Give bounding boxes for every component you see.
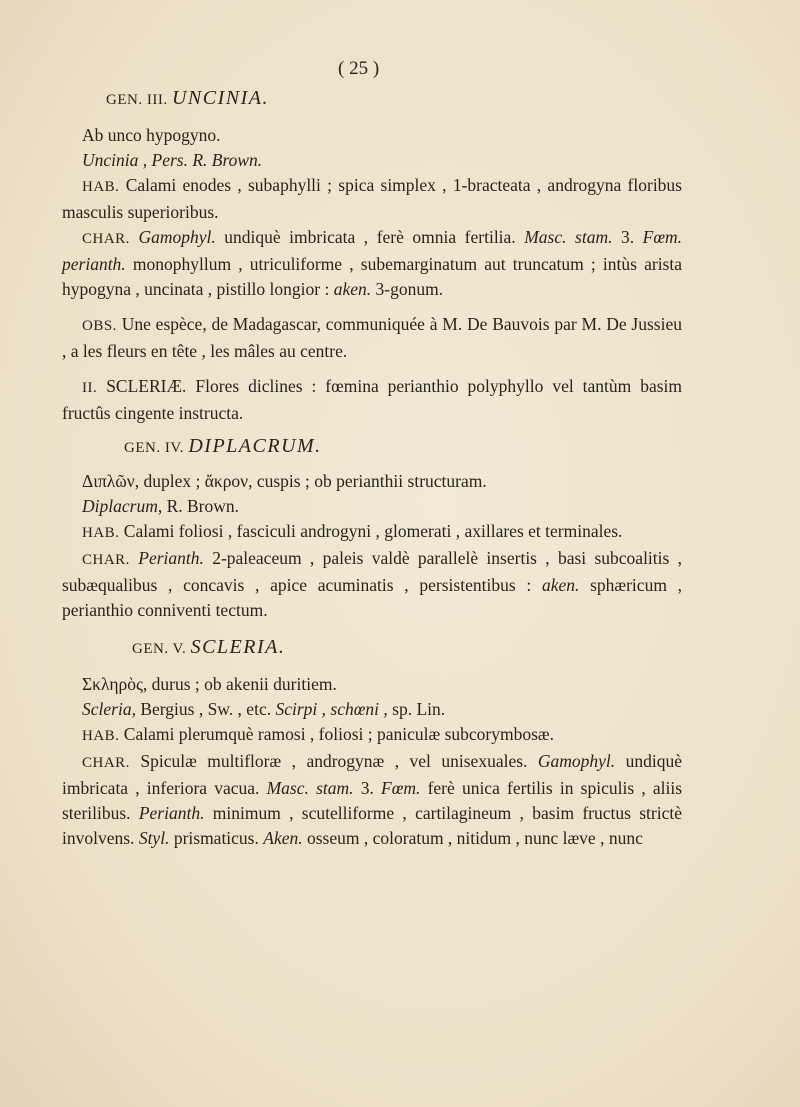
etym-greek: Διπλῶν, duplex ; ἄκρον, (82, 471, 253, 491)
synonym-diplacrum (62, 494, 682, 519)
char-term: Fœm. (381, 778, 421, 798)
etym-text: cuspis ; ob perianthii structuram. (256, 471, 487, 491)
hab-text: Calami foliosi , fasciculi androgyni , glomerati , axillares et terminales. (123, 521, 623, 541)
synonym-scleria (62, 697, 682, 722)
character-uncinia (62, 225, 682, 302)
genus-heading-scleria (132, 635, 682, 662)
char-term: Perianth. (138, 803, 205, 823)
hab-label: HAB. (82, 179, 120, 195)
char-label: CHAR. (82, 755, 130, 771)
etymology-uncinia: Ab unco hypogyno. (82, 125, 221, 145)
char-term: Masc. stam. (266, 778, 354, 798)
habitat-uncinia (62, 173, 682, 225)
char-label: CHAR. (82, 552, 130, 568)
char-term: aken. (333, 279, 372, 299)
etym-greek: Σκληρὸς (82, 674, 143, 694)
genus-label: GEN. IV. (124, 440, 184, 456)
synonym-name: Scleria, (82, 699, 136, 719)
char-text: 3. (621, 227, 635, 247)
char-text: undiquè imbricata , inferiora vacua. (62, 751, 683, 798)
char-term: Masc. stam. (524, 227, 613, 247)
synonym-name: Diplacrum (82, 496, 158, 516)
synonym-author: , R. Brown. (157, 496, 240, 516)
char-text: 2-paleaceum , paleis valdè parallelè insertis , basi subcoalitis , subæqualibus , concavis , apice acuminatis , persistentibus : (62, 548, 683, 595)
habitat-scleria (62, 722, 682, 749)
etym-text: , durus ; ob akenii duritiem. (142, 674, 337, 694)
char-text: osseum , coloratum , nitidum , nunc læve , nunc (306, 828, 643, 848)
tribe-scleriae (62, 374, 682, 426)
synonym-text: Uncinia , Pers. R. Brown. (82, 150, 263, 170)
char-term: Fœm. perianth. (62, 227, 683, 274)
genus-label: GEN. III. (106, 92, 168, 108)
obs-text: Une espèce, de Madagascar, communiquée à M. De Bauvois par M. De Jussieu , a les fleurs en tête , les mâles au centre. (62, 314, 682, 361)
character-scleria (62, 749, 682, 851)
genus-name: UNCINIA. (171, 87, 269, 109)
char-text: 3. (360, 778, 374, 798)
tribe-label: II. (82, 380, 98, 396)
observation-uncinia (62, 312, 682, 364)
hab-label: HAB. (82, 728, 120, 744)
char-term: Gamophyl. (138, 227, 216, 247)
synonym-text: sp. Lin. (392, 699, 446, 719)
synonym-uncinia (62, 148, 682, 173)
char-label: CHAR. (82, 231, 130, 247)
char-text: monophyllum , utriculiforme , subemarginatum aut truncatum ; intùs arista hypogyna , uncinata , pistillo longior : (62, 254, 682, 299)
hab-label: HAB. (82, 525, 120, 541)
tribe-name: SCLERIÆ. (106, 376, 187, 396)
genus-name: DIPLACRUM. (188, 435, 322, 457)
char-text: Spiculæ multifloræ , androgynæ , vel unisexuales. (140, 751, 528, 771)
character-diplacrum (62, 546, 682, 623)
page-number: ( 25 ) (338, 58, 380, 79)
char-text: ferè unica fertilis in spiculis , aliis sterilibus. (62, 778, 683, 823)
char-text: sphæricum , perianthio conniventi tectum. (62, 575, 683, 620)
genus-heading-diplacrum (124, 434, 682, 461)
genus-label: GEN. V. (132, 641, 187, 657)
char-text: minimum , scutelliforme , cartilagineum , basim fructus strictè involvens. (62, 803, 682, 848)
tribe-text: Flores diclines : fœmina perianthio polyphyllo vel tantùm basim fructûs cingente instructa. (62, 376, 683, 423)
habitat-diplacrum (62, 519, 682, 546)
synonym-name: Scirpi , schœni , (275, 699, 388, 719)
synonym-text: Bergius , Sw. , etc. (140, 699, 272, 719)
char-text: prismaticus. (173, 828, 259, 848)
char-term: Gamophyl. (537, 751, 616, 771)
genus-name: SCLERIA. (190, 636, 286, 658)
obs-label: OBS. (82, 318, 117, 334)
genus-heading-uncinia (106, 86, 682, 113)
char-term: Perianth. (138, 548, 204, 568)
hab-text: Calami plerumquè ramosi , foliosi ; paniculæ subcorymbosæ. (123, 724, 554, 744)
etymology-scleria (62, 672, 682, 697)
char-term: Styl. (138, 828, 170, 848)
char-term: Aken. (263, 828, 303, 848)
char-term: aken. (541, 575, 580, 595)
etymology-diplacrum (62, 469, 682, 494)
char-text: 3-gonum. (375, 279, 444, 299)
page-content (62, 86, 682, 851)
char-text: undiquè imbricata , ferè omnia fertilia. (224, 227, 516, 247)
hab-text: Calami enodes , subaphylli ; spica simplex , 1-bracteata , androgyna floribus masculis superioribus. (62, 175, 682, 222)
